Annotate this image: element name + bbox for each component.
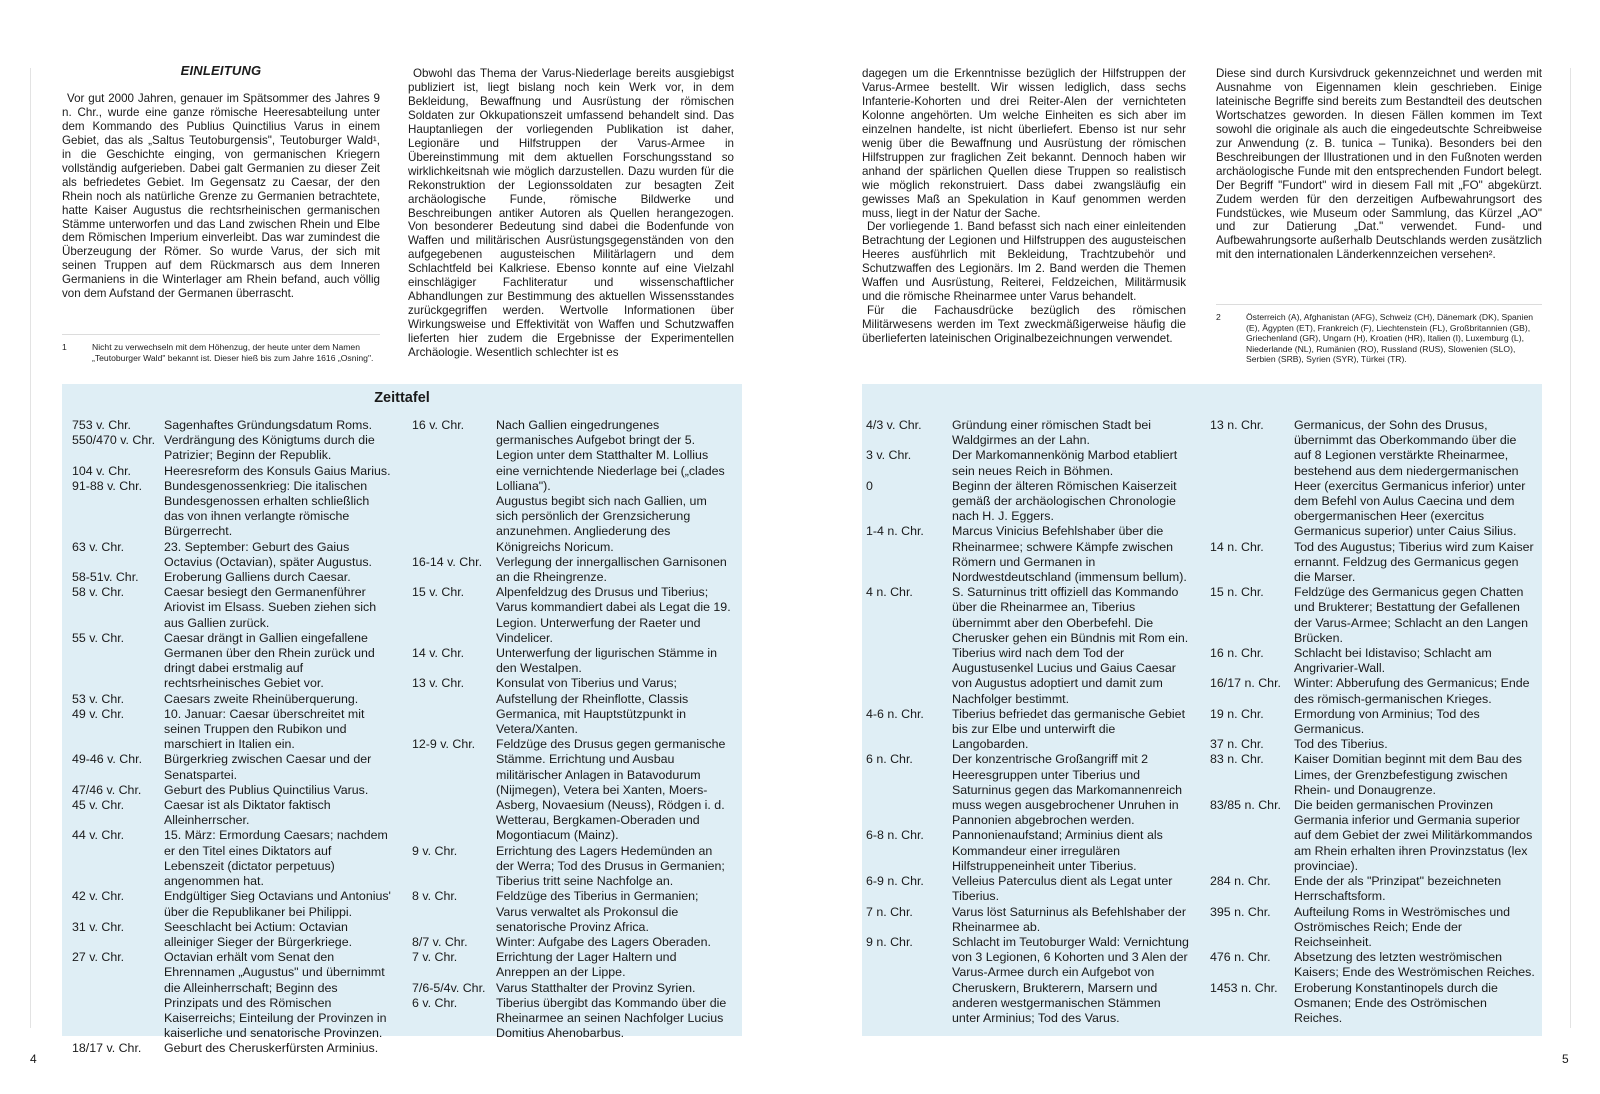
timeline-entry [866, 905, 1192, 935]
timeline-entry [866, 585, 1192, 707]
timeline-entry [412, 950, 732, 980]
timeline-date: 6-9 n. Chr. [866, 874, 924, 889]
timeline-description: Verlegung der innergallischen Garnisonen an die Rheingrenze. [496, 554, 727, 585]
timeline-entry [72, 889, 392, 919]
timeline-date: 7/6-5/4v. Chr. [412, 980, 486, 995]
footnote-1 [62, 342, 382, 366]
intro-paragraph: Vor gut 2000 Jahren, genauer im Spätsommer des Jahres 9 n. Chr., wurde eine ganze römische Heeresabteilung unter dem Kommando des Publius Quinctilius Varus in einem Gebiet, das als „Saltus Teutoburgensis", Teutoburger Wald¹, in die Geschichte einging, von germanischen Kriegern vollständig aufgerieben. Dabei galt Germanien zu dieser Zeit als befriedetes Gebiet. Im Gegensatz zu Caesar, der den Rhein noch als natürliche Grenze zu Germanien betrachtete, hatte Kaiser Augustus die rechtsrheinischen germanischen Stämme unterworfen und das Land zwischen Rhein und Elbe dem Römischen Imperium einverleibt. Das war zumindest die Überzeugung der Römer. So wurde Varus, der sich mit seinen Truppen auf dem Rückmarsch aus dem Inneren Germaniens in die Winterlager am Rhein befand, auch völlig von dem Aufstand der Germanen überrascht. [62, 91, 380, 301]
timeline-entry [72, 692, 392, 707]
intro-heading: EINLEITUNG [180, 63, 262, 78]
timeline-date: 9 n. Chr. [866, 934, 913, 949]
timeline-date: 16 v. Chr. [412, 418, 465, 432]
timeline-panel-right [862, 384, 1542, 1036]
timeline-entry [866, 828, 1192, 874]
timeline-description: Marcus Vinicius Befehlshaber über die Rheinarmee; schwere Kämpfe zwischen Römern und Germanen in Nordwestdeutschland (immensum bellum). [952, 524, 1187, 585]
timeline-date: 476 n. Chr. [1210, 950, 1271, 965]
timeline-description: Kaiser Domitian beginnt mit dem Bau des Limes, der Grenzbefestigung zwischen Rhein- und Donaugrenze. [1294, 752, 1522, 797]
timeline-description: Pannonienaufstand; Arminius dient als Kommandeur einer irregulären Hilfstruppeneinheit unter Tiberius. [952, 828, 1163, 873]
timeline-description: Der Markomannenkönig Marbod etabliert sein neues Reich in Böhmen. [952, 448, 1178, 478]
timeline-description: Seeschlacht bei Actium: Octavian alleiniger Sieger der Bürgerkriege. [164, 919, 353, 949]
timeline-date: 15 v. Chr. [412, 585, 465, 600]
footnote-number: 1 [62, 342, 67, 352]
footnote-text: Nicht zu verwechseln mit dem Höhenzug, der heute unter dem Namen „Teutoburger Wald" bekannt ist. Dieser hieß bis zum Jahre 1616 „Osning". [92, 342, 374, 363]
timeline-description: Augustus begibt sich nach Gallien, um sich persönlich der Grenzsicherung anzunehmen. Angliederung des Königreichs Noricum. [496, 494, 707, 554]
timeline-entry [412, 646, 732, 676]
timeline-entry [866, 448, 1192, 478]
timeline-date: 6 v. Chr. [412, 995, 458, 1010]
timeline-description: Absetzung des letzten weströmischen Kaisers; Ende des Weströmischen Reiches. [1294, 950, 1535, 980]
timeline-date: 45 v. Chr. [72, 798, 125, 813]
intro-paragraph: Für die Fachausdrücke bezüglich des römischen Militärwesens werden im Text zweckmäßigerweise häufig die überlieferten lateinischen Originalbezeichnungen verwendet. [862, 304, 1186, 346]
timeline-entry [412, 737, 732, 843]
timeline-description: Die beiden germanischen Provinzen Germania inferior und Germania superior auf dem Gebiet der zwei Militärkommandos am Rhein erhalten ihren Provinzstatus (lex provinciae). [1294, 798, 1533, 873]
timeline-entry [412, 844, 732, 890]
timeline-panel-left [62, 384, 742, 1056]
timeline-description: Caesar ist als Diktator faktisch Alleinherrscher. [164, 798, 331, 828]
timeline-entry [866, 935, 1192, 1026]
timeline-entry [1210, 707, 1536, 737]
timeline-entry [412, 555, 732, 585]
timeline-date: 14 n. Chr. [1210, 539, 1264, 554]
timeline-date: 16/17 n. Chr. [1210, 676, 1281, 691]
intro-paragraph: Der vorliegende 1. Band befasst sich nach einer einleitenden Betrachtung der Legionen und Hilfstruppen des augusteischen Heeres ausführlich mit Bekleidung, Trachtzubehör und Schutzwaffen des Legionärs. Im 2. Band werden die Themen Waffen und Ausrüstung, Reiterei, Feldzeichen, Militärmusik und die römische Rheinarmee unter Varus behandelt. [862, 220, 1186, 304]
timeline-date: 1-4 n. Chr. [866, 524, 924, 539]
timeline-entry [72, 418, 392, 433]
timeline-entry [72, 783, 392, 798]
timeline-description: Winter: Abberufung des Germanicus; Ende des römisch-germanischen Krieges. [1294, 676, 1530, 706]
timeline-description: Ermordung von Arminius; Tod des Germanicus. [1294, 706, 1480, 737]
timeline-date: 13 n. Chr. [1210, 418, 1264, 432]
intro-column-2 [408, 67, 734, 360]
timeline-description: Nach Gallien eingedrungenes germanisches Aufgebot bringt der 5. Legion unter dem Statthalter M. Lollius eine vernichtende Niederlage bei („clades Lolliana"). [496, 418, 725, 493]
timeline-column-3 [866, 418, 1192, 1026]
timeline-date: 1453 n. Chr. [1210, 980, 1278, 995]
timeline-description: Bürgerkrieg zwischen Caesar und der Senatspartei. [164, 752, 372, 782]
timeline-description: Schlacht im Teutoburger Wald: Vernichtung von 3 Legionen, 6 Kohorten und 3 Alen der Varus-Armee durch ein Aufgebot von Cheruskern, Brukterern, Marsern und anderen westgermanischen Stämmen unter Arminius; Tod des Varus. [952, 934, 1189, 1025]
timeline-entry [412, 981, 732, 996]
timeline-entry [72, 540, 392, 570]
timeline-description: Geburt des Publius Quinctilius Varus. [164, 782, 369, 797]
timeline-description: Varus Statthalter der Provinz Syrien. [496, 980, 696, 995]
timeline-description: Tod des Augustus; Tiberius wird zum Kaiser ernannt. Feldzug des Germanicus gegen die Marser. [1294, 539, 1534, 585]
timeline-description: Feldzüge des Germanicus gegen Chatten und Brukterer; Bestattung der Gefallenen der Varus-Armee; Schlacht an den Langen Brücken. [1294, 585, 1528, 645]
timeline-date: 31 v. Chr. [72, 919, 125, 934]
timeline-entry [72, 464, 392, 479]
timeline-entry [72, 433, 392, 463]
timeline-date: 284 n. Chr. [1210, 874, 1271, 889]
timeline-date: 550/470 v. Chr. [72, 433, 156, 448]
timeline-date: 7 v. Chr. [412, 950, 458, 965]
timeline-description: Unterwerfung der ligurischen Stämme in den Westalpen. [496, 646, 718, 676]
timeline-date: 4 n. Chr. [866, 585, 913, 600]
intro-column-1 [62, 64, 380, 301]
timeline-description: Caesar besiegt den Germanenführer Ariovist im Elsass. Sueben ziehen sich aus Gallien zurück. [164, 585, 377, 630]
timeline-entry [72, 570, 392, 585]
timeline-entry [412, 494, 732, 555]
timeline-date: 63 v. Chr. [72, 539, 125, 554]
timeline-description: Varus löst Saturninus als Befehlshaber der Rheinarmee ab. [952, 904, 1186, 934]
timeline-entry [1210, 752, 1536, 798]
timeline-description: 23. September: Geburt des Gaius Octavius (Octavian), später Augustus. [164, 539, 372, 569]
timeline-entry [72, 585, 392, 631]
timeline-date: 8 v. Chr. [412, 889, 458, 904]
timeline-column-1 [72, 418, 392, 1057]
timeline-description: Aufteilung Roms in Weströmisches und Oströmisches Reich; Ende der Reichseinheit. [1294, 904, 1511, 949]
timeline-date: 91-88 v. Chr. [72, 478, 143, 493]
timeline-date: 55 v. Chr. [72, 630, 125, 645]
timeline-date: 37 n. Chr. [1210, 737, 1264, 752]
timeline-entry [72, 752, 392, 782]
timeline-date: 104 v. Chr. [72, 463, 131, 478]
timeline-description: 10. Januar: Caesar überschreitet mit seinen Truppen den Rubikon und marschiert in Italien ein. [164, 706, 365, 752]
timeline-description: Gründung einer römischen Stadt bei Waldgirmes an der Lahn. [952, 418, 1152, 448]
timeline-description: Alpenfeldzug des Drusus und Tiberius; Varus kommandiert dabei als Legat die 19. Legion. Unterwerfung der Raeter und Vindelicer. [496, 585, 731, 645]
timeline-description: Eroberung Konstantinopels durch die Osmanen; Ende des Oströmischen Reiches. [1294, 980, 1498, 1025]
timeline-date: 753 v. Chr. [72, 418, 131, 432]
timeline-description: 15. März: Ermordung Caesars; nachdem er den Titel eines Diktators auf Lebenszeit (dictator perpetuus) angenommen hat. [164, 828, 388, 889]
timeline-description: Konsulat von Tiberius und Varus; Aufstellung der Rheinflotte, Classis Germanica, mit Hauptstützpunkt in Vetera/Xanten. [496, 676, 689, 737]
timeline-entry [412, 585, 732, 646]
timeline-entry [412, 996, 732, 1042]
timeline-description: Octavian erhält vom Senat den Ehrennamen „Augustus" und übernimmt die Alleinherrschaft; Beginn des Prinzipats und des Römischen Kaiserreichs; Einteilung der Provinzen in kaiserliche und senatorische Provinzen. [164, 950, 387, 1041]
intro-paragraph: Obwohl das Thema der Varus-Niederlage bereits ausgiebigst publiziert ist, liegt bislang noch kein Werk vor, in dem Bekleidung, Bewaffnung und Ausrüstung der römischen Soldaten zur Okkupationszeit umfassend behandelt sind. Das Hauptanliegen der vorliegenden Publikation ist daher, Legionäre und Hilfstruppen der Varus-Armee in Übereinstimmung mit dem aktuellen Forschungsstand so wirklichkeitsnah wie möglich darzustellen. Dazu wurden für die Rekonstruktion der Legionssoldaten zur besagten Zeit archäologische Funde, römische Bildwerke und Beschreibungen antiker Autoren als Quellen herangezogen. Von besonderer Bedeutung sind dabei die Bodenfunde von Waffen und militärischen Ausrüstungsgegenständen von den aufgegebenen augusteischen Militärlagern und dem Schlachtfeld bei Kalkriese. Ebenso konnte auf eine Vielzahl einschlägiger Fachliteratur und wissenschaftlicher Abhandlungen zur Bestimmung des aktuellen Wissensstandes zurückgegriffen werden. Wertvolle Informationen über Wirkungsweise und Effektivität von Waffen und Schutzwaffen lieferten hier zudem die Ergebnisse der Experimentellen Archäologie. Wesentlich schlechter ist es [408, 67, 734, 360]
timeline-date: 7 n. Chr. [866, 904, 913, 919]
timeline-date: 53 v. Chr. [72, 691, 125, 706]
timeline-date: 58 v. Chr. [72, 585, 125, 600]
timeline-date: 6-8 n. Chr. [866, 828, 924, 843]
timeline-description: Endgültiger Sieg Octavians und Antonius' über die Republikaner bei Philippi. [164, 889, 391, 919]
timeline-entry [72, 920, 392, 950]
timeline-entry [72, 631, 392, 692]
timeline-entry [412, 935, 732, 950]
timeline-column-2 [412, 418, 732, 1041]
timeline-date: 4/3 v. Chr. [866, 418, 922, 432]
timeline-date: 395 n. Chr. [1210, 904, 1271, 919]
footnote-rule [62, 334, 380, 335]
timeline-entry [72, 950, 392, 1041]
timeline-entry [1210, 798, 1536, 874]
timeline-description: Ende der als "Prinzipat" bezeichneten Herrschaftsform. [1294, 874, 1502, 904]
timeline-entry [72, 798, 392, 828]
timeline-title: Zeittafel [374, 390, 430, 406]
timeline-date: 9 v. Chr. [412, 843, 458, 858]
timeline-description: Tiberius befriedet das germanische Gebiet bis zur Elbe und unterwirft die Langobarden. [952, 706, 1186, 752]
timeline-entry [1210, 981, 1536, 1027]
timeline-entry [72, 707, 392, 753]
timeline-entry [866, 524, 1192, 585]
timeline-description: Errichtung der Lager Haltern und Anreppen an der Lippe. [496, 950, 677, 980]
timeline-description: Feldzüge des Drusus gegen germanische Stämme. Errichtung und Ausbau militärischer Anlagen in Batavodurum (Nijmegen), Vetera bei Xanten, Moers-Asberg, Novaesium (Neuss), Rödgen i. d. Wetterau, Bergkamen-Oberaden und Mogontiacum (Mainz). [496, 737, 726, 843]
timeline-description: Verdrängung des Königtums durch die Patrizier; Beginn der Republik. [164, 433, 375, 463]
timeline-entry [1210, 905, 1536, 951]
timeline-description: Tiberius übergibt das Kommando über die Rheinarmee an seinen Nachfolger Lucius Domitius Ahenobarbus. [496, 995, 727, 1041]
intro-column-4 [1216, 67, 1542, 262]
timeline-date: 6 n. Chr. [866, 752, 913, 767]
timeline-entry [1210, 418, 1536, 540]
timeline-date: 14 v. Chr. [412, 646, 465, 661]
timeline-description: Schlacht bei Idistaviso; Schlacht am Angrivarier-Wall. [1294, 646, 1492, 676]
timeline-date: 8/7 v. Chr. [412, 934, 468, 949]
footnote-text: Österreich (A), Afghanistan (AFG), Schweiz (CH), Dänemark (DK), Spanien (E), Ägypten (ET), Frankreich (F), Liechtenstein (FL), Großbritannien (GB), Griechenland (GR), Ungarn (H), Kroatien (HR), Italien (I), Luxemburg (L), Niederlande (NL), Rumänien (RO), Russland (RUS), Slowenien (SLO), Serbien (SRB), Syrien (SYR), Türkei (TR). [1246, 312, 1534, 365]
timeline-date: 13 v. Chr. [412, 676, 465, 691]
timeline-entry [1210, 676, 1536, 706]
timeline-entry [72, 1041, 392, 1056]
timeline-description: Heeresreform des Konsuls Gaius Marius. [164, 463, 391, 478]
footnote-number: 2 [1216, 312, 1221, 322]
intro-paragraph: dagegen um die Erkenntnisse bezüglich der Hilfstruppen der Varus-Armee bestellt. Wir wissen lediglich, dass sechs Infanterie-Kohorten und drei Reiter-Alen der vernichteten Kolonne angehörten. Um welche Einheiten es sich aber im einzelnen handelte, ist nicht überliefert. Ebenso ist nur sehr wenig über die Bewaffnung und Ausrüstung der römischen Hilfstruppen zur fraglichen Zeit bekannt. Dennoch haben wir anhand der spärlichen Quellen diese Truppen so realistisch wie möglich rekonstruiert. Dass dabei zwangsläufig ein gewisses Maß an Spekulation in Kauf genommen werden muss, liegt in der Natur der Sache. [862, 67, 1186, 220]
timeline-description: Velleius Paterculus dient als Legat unter Tiberius. [952, 874, 1173, 904]
timeline-date: 49-46 v. Chr. [72, 752, 143, 767]
timeline-entry [1210, 585, 1536, 646]
timeline-description: Sagenhaftes Gründungsdatum Roms. [164, 418, 373, 432]
timeline-entry [866, 874, 1192, 904]
timeline-description: Winter: Aufgabe des Lagers Oberaden. [496, 934, 711, 949]
timeline-entry [412, 889, 732, 935]
timeline-date: 16-14 v. Chr. [412, 554, 483, 569]
timeline-date: 83/85 n. Chr. [1210, 798, 1281, 813]
timeline-description: Eroberung Galliens durch Caesar. [164, 570, 351, 585]
timeline-entry [1210, 646, 1536, 676]
intro-paragraph: Diese sind durch Kursivdruck gekennzeichnet und werden mit Ausnahme von Eigennamen klein geschrieben. Einige lateinische Begriffe sind bereits zum Bestandteil des deutschen Wortschatzes geworden. In diesen Fällen kommen im Text sowohl die originale als auch die eingedeutschte Schreibweise zur Anwendung (z. B. tunica – Tunika). Besonders bei den Beschreibungen der Illustrationen und in den Fußnoten werden archäologische Funde mit den entsprechenden Fundort belegt. Der Begriff "Fundort" wird in diesem Fall mit „FO" abgekürzt. Zudem werden für den derzeitigen Aufbewahrungsort des Fundstückes, wie Museum oder Sammlung, das Kürzel „AO" und zur Datierung „Dat." verwendet. Fund- und Aufbewahrungsorte außerhalb Deutschlands werden zusätzlich mit den internationalen Länderkennzeichen versehen². [1216, 67, 1542, 262]
left-page-edge [30, 68, 31, 1028]
timeline-date: 18/17 v. Chr. [72, 1041, 142, 1056]
timeline-entry [866, 752, 1192, 828]
page-number-left: 4 [30, 1052, 37, 1066]
timeline-entry [1210, 737, 1536, 752]
timeline-entry [412, 676, 732, 737]
timeline-date: 27 v. Chr. [72, 950, 125, 965]
timeline-date: 58-51v. Chr. [72, 570, 139, 585]
timeline-description: Caesars zweite Rheinüberquerung. [164, 691, 359, 706]
timeline-entry [866, 707, 1192, 753]
timeline-description: Feldzüge des Tiberius in Germanien; Varus verwaltet als Prokonsul die senatorische Provinz Africa. [496, 889, 699, 934]
timeline-entry [412, 418, 732, 494]
timeline-description: Errichtung des Lagers Hedemünden an der Werra; Tod des Drusus in Germanien; Tiberius tritt seine Nachfolge an. [496, 843, 725, 889]
timeline-date: 4-6 n. Chr. [866, 706, 924, 721]
timeline-description: Tod des Tiberius. [1294, 737, 1388, 752]
footnote-rule [1216, 304, 1542, 305]
timeline-entry [1210, 874, 1536, 904]
timeline-date: 0 [866, 478, 873, 493]
timeline-entry [72, 479, 392, 540]
timeline-date: 47/46 v. Chr. [72, 782, 142, 797]
timeline-date: 15 n. Chr. [1210, 585, 1264, 600]
timeline-description: Der konzentrische Großangriff mit 2 Heeresgruppen unter Tiberius und Saturninus gegen das Markomannenreich muss wegen ausgebrochener Unruhen in Pannonien abgebrochen werden. [952, 752, 1183, 828]
timeline-date: 12-9 v. Chr. [412, 737, 476, 752]
timeline-date: 83 n. Chr. [1210, 752, 1264, 767]
timeline-entry [866, 479, 1192, 525]
page-number-right: 5 [1562, 1052, 1569, 1066]
timeline-date: 44 v. Chr. [72, 828, 125, 843]
timeline-description: Germanicus, der Sohn des Drusus, übernimmt das Oberkommando über die auf 8 Legionen verstärkte Rheinarmee, bestehend aus dem niedergermanischen Heer (exercitus Germanicus inferior) unter dem Befehl von Aulus Caecina und dem obergermanischen Heer (exercitus Germanicus superior) unter Caius Silius. [1294, 418, 1526, 539]
timeline-column-4 [1210, 418, 1536, 1026]
timeline-entry [866, 418, 1192, 448]
timeline-date: 42 v. Chr. [72, 889, 125, 904]
timeline-description: Bundesgenossenkrieg: Die italischen Bundesgenossen erhalten schließlich das von ihnen verlangte römische Bürgerrecht. [164, 478, 370, 539]
timeline-description: Beginn der älteren Römischen Kaiserzeit gemäß der archäologischen Chronologie nach H. J. Eggers. [952, 478, 1177, 524]
timeline-description: Caesar drängt in Gallien eingefallene Germanen über den Rhein zurück und dringt dabei erstmalig auf rechtsrheinisches Gebiet vor. [164, 630, 375, 691]
timeline-date: 16 n. Chr. [1210, 646, 1264, 661]
right-page-edge [1570, 68, 1571, 1028]
timeline-entry [1210, 540, 1536, 586]
footnote-2 [1216, 312, 1542, 365]
timeline-date: 19 n. Chr. [1210, 706, 1264, 721]
timeline-date: 3 v. Chr. [866, 448, 912, 463]
timeline-date: 49 v. Chr. [72, 706, 125, 721]
timeline-description: Geburt des Cheruskerfürsten Arminius. [164, 1041, 379, 1056]
timeline-entry [1210, 950, 1536, 980]
timeline-entry [72, 828, 392, 889]
timeline-description: S. Saturninus tritt offiziell das Kommando über die Rheinarmee an, Tiberius übernimmt aber den Oberbefehl. Die Cherusker gehen ein Bündnis mit Rom ein. Tiberius wird nach dem Tod der Augustusenkel Lucius und Gaius Caesar von Augustus adoptiert und damit zum Nachfolger bestimmt. [952, 585, 1189, 706]
intro-column-3 [862, 67, 1186, 346]
